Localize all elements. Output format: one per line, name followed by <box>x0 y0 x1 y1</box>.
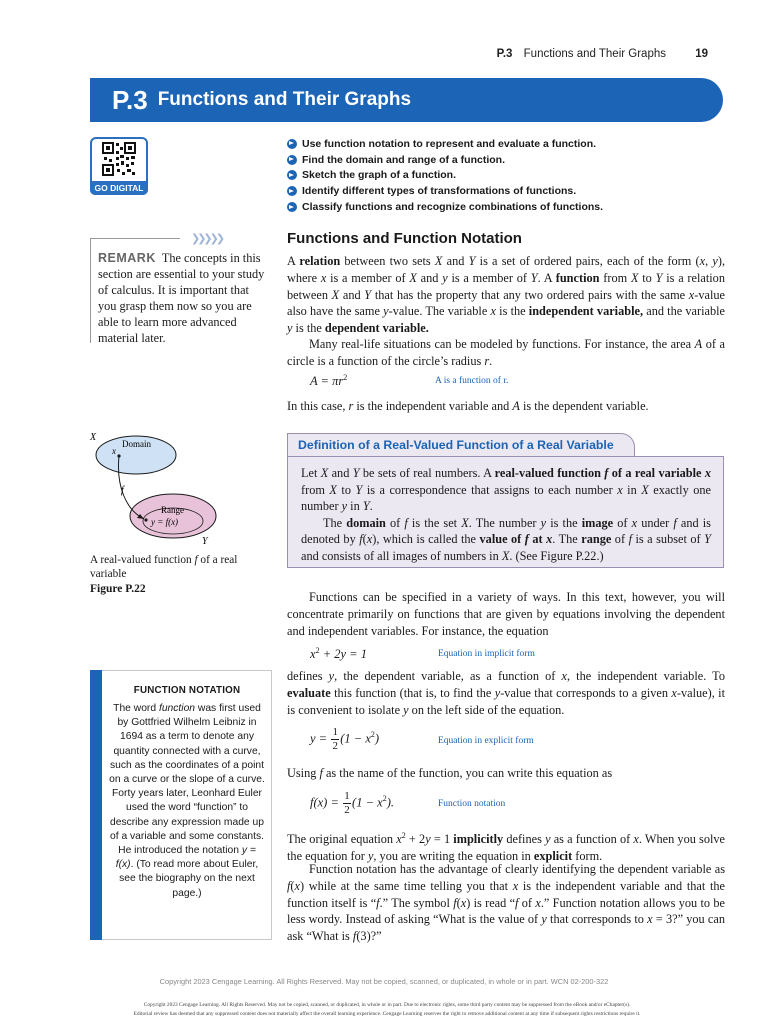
equation-implicit: $x^2 + 2y = 1$ <box>310 646 367 662</box>
range-label: Range <box>161 505 184 515</box>
copyright-footer: Copyright 2023 Cengage Learning. All Rights Reserved. May not be copied, scanned, or duplicated, in whole or in part. WCN 02-200-322 <box>159 977 609 986</box>
section-title-bar <box>90 78 723 122</box>
domain-label: Domain <box>122 439 151 449</box>
sidebar-accent-strip <box>90 670 102 940</box>
section-title: Functions and Their Graphs <box>157 89 412 110</box>
sidebar-text: The word function was first used by Gottfried Wilhelm Leibniz in 1694 as a term to denote any quantity connected with a curve, such as the coordinates of a point on a curve or the slope of a curve. Forty years later, Leonhard Euler used the word “function” to describe any expression made up of a variable and some constants. He introduced the notation y = f(x). (To read more about Euler, see the biography on the next page.) <box>109 703 265 899</box>
domain-point <box>117 454 120 457</box>
arrow-bullet-icon <box>287 170 297 180</box>
running-head <box>497 48 708 60</box>
definition-box <box>287 456 724 568</box>
objective-item <box>287 168 727 184</box>
set-x-label: X <box>90 432 97 443</box>
learning-objectives <box>287 136 727 215</box>
remark-side-rule <box>90 238 91 343</box>
running-head-section: P.3 <box>496 48 513 60</box>
sidebar-title: FUNCTION NOTATION <box>133 685 241 696</box>
section-heading: Functions and Function Notation <box>287 230 522 247</box>
equation-function-notation-note: Function notation <box>438 799 506 809</box>
section-number: P.3 <box>112 84 148 115</box>
paragraph-implicitly: The original equation $x^2 + 2y = 1$ implicitly defines y as a function of x. When you solve the equation for y, you are writing the equation in explicit form. <box>287 831 726 863</box>
paragraph-function-notation-advantage: Function notation has the advantage of clearly identifying the dependent variable as f(x) while at the same time telling you that x is the independent variable and that the function itself is “f.” The symbol f(x) is read “f of x.” Function notation allows you to be less wordy. Instead of asking “What is the value of y that corresponds to x = 3?” you can ask “What is f(3)?” <box>287 862 725 944</box>
fraction-one-half: $\frac{1}{2}$ <box>332 726 338 752</box>
chevrons-icon: ❯❯❯❯❯ <box>191 232 223 245</box>
function-notation-sidebar <box>90 670 272 940</box>
objective-text: Sketch the graph of a function. <box>302 169 457 182</box>
objective-item <box>287 136 727 152</box>
go-digital-qr-code[interactable] <box>90 137 148 195</box>
paragraph-in-this-case: In this case, r is the independent variable and A is the dependent variable. <box>287 399 649 413</box>
equation-implicit-note: Equation in implicit form <box>438 649 535 659</box>
arrow-bullet-icon <box>287 139 297 149</box>
objective-item <box>287 183 727 199</box>
arrow-bullet-icon <box>287 155 297 165</box>
element-x-label: x <box>112 446 116 456</box>
range-point <box>144 518 147 521</box>
objective-text: Classify functions and recognize combinations of functions. <box>302 201 604 214</box>
definition-paragraph-1: Let X and Y be sets of real numbers. A real-valued function f of a real variable x from X to Y is a correspondence that assigns to each number x in X exactly one number y in Y. <box>301 466 711 513</box>
equation-function-notation: f(x) = $\frac{1}{2}$ $(1 - x^2)$. <box>310 790 394 816</box>
paragraph-real-life: Many real-life situations can be modeled by functions. For instance, the area A of a circle is a function of the circle’s radius r. <box>287 337 725 368</box>
definition-paragraph-2: The domain of f is the set X. The number y is the image of x under f and is denoted by f(x), which is called the value of f at x. The range of f is a subset of Y and consists of all images of numbers in X. (See Figure P.22.) <box>301 515 711 563</box>
equation-explicit: y = $\frac{1}{2}$ $(1 - x^2)$ <box>310 726 380 752</box>
fraction-one-half: $\frac{1}{2}$ <box>344 790 350 816</box>
y-equals-fx-label: y = f(x) <box>151 517 179 527</box>
paragraph-relation-definition: A relation between two sets X and Y is a set of ordered pairs, each of the form (x, y), where x is a member of X and y is a member of Y. A function from X to Y is a relation between X and Y that has the property that any two ordered pairs with the same x-value also have the same y-value. The variable x is the independent variable, and the variable y is the dependent variable. <box>287 254 726 336</box>
objective-text: Use function notation to represent and evaluate a function. <box>302 137 597 150</box>
paragraph-functions-specified: Functions can be specified in a variety of ways. In this text, however, you will concentrate primarily on functions that are given by equations involving the dependent and independent variables. For instance, the equation <box>287 590 725 638</box>
remark-divider <box>90 238 180 239</box>
paragraph-defines-y: defines y, the dependent variable, as a function of x, the independent variable. To evaluate this function (that is, to find the y-value that corresponds to a given x-value), it is convenient to isolate y on the left side of the equation. <box>287 669 725 717</box>
equation-explicit-note: Equation in explicit form <box>438 736 534 746</box>
sidebar-content <box>102 670 272 940</box>
remark-text <box>98 250 270 346</box>
definition-title-tab: Definition of a Real-Valued Function of a Real Variable <box>287 433 635 457</box>
function-f-label: f <box>121 485 124 496</box>
go-digital-label: GO DIGITAL <box>90 181 148 195</box>
paragraph-using-f: Using f as the name of the function, you can write this equation as <box>287 766 613 780</box>
arrow-bullet-icon <box>287 186 297 196</box>
remark-heading: REMARK <box>98 251 156 265</box>
set-y-label: Y <box>202 536 208 547</box>
page-number: 19 <box>695 48 708 60</box>
figure-label: Figure P.22 <box>90 583 146 595</box>
objective-text: Find the domain and range of a function. <box>302 153 505 166</box>
remark-body: The concepts in this section are essential to your study of calculus. It is important that you grasp them now so you are able to learn more advanced material later. <box>98 251 265 345</box>
objective-item <box>287 199 727 215</box>
copyright-fine-print: Copyright 2023 Cengage Learning. All Rights Reserved. May not be copied, scanned, or duplicated, in whole or in part. Due to electronic rights, some third party content may be suppressed from the eBook and/or eChapter(s). Editorial review has deemed that any suppressed content does not materially affect the overall learning experience. Cengage Learning reserves the right to remove additional content at any time if subsequent rights restrictions require it. <box>133 1002 641 1017</box>
qr-code-icon <box>92 139 146 181</box>
objective-item <box>287 152 727 168</box>
arrow-bullet-icon <box>287 202 297 212</box>
figure-domain-range-diagram <box>88 428 248 550</box>
figure-caption: A real-valued function f of a real variable <box>90 554 238 580</box>
running-head-title: Functions and Their Graphs <box>523 48 666 60</box>
equation-area: $A = \pi r^2$ <box>310 373 348 389</box>
objective-text: Identify different types of transformations of functions. <box>302 185 577 198</box>
equation-area-note: A is a function of r. <box>435 376 509 386</box>
